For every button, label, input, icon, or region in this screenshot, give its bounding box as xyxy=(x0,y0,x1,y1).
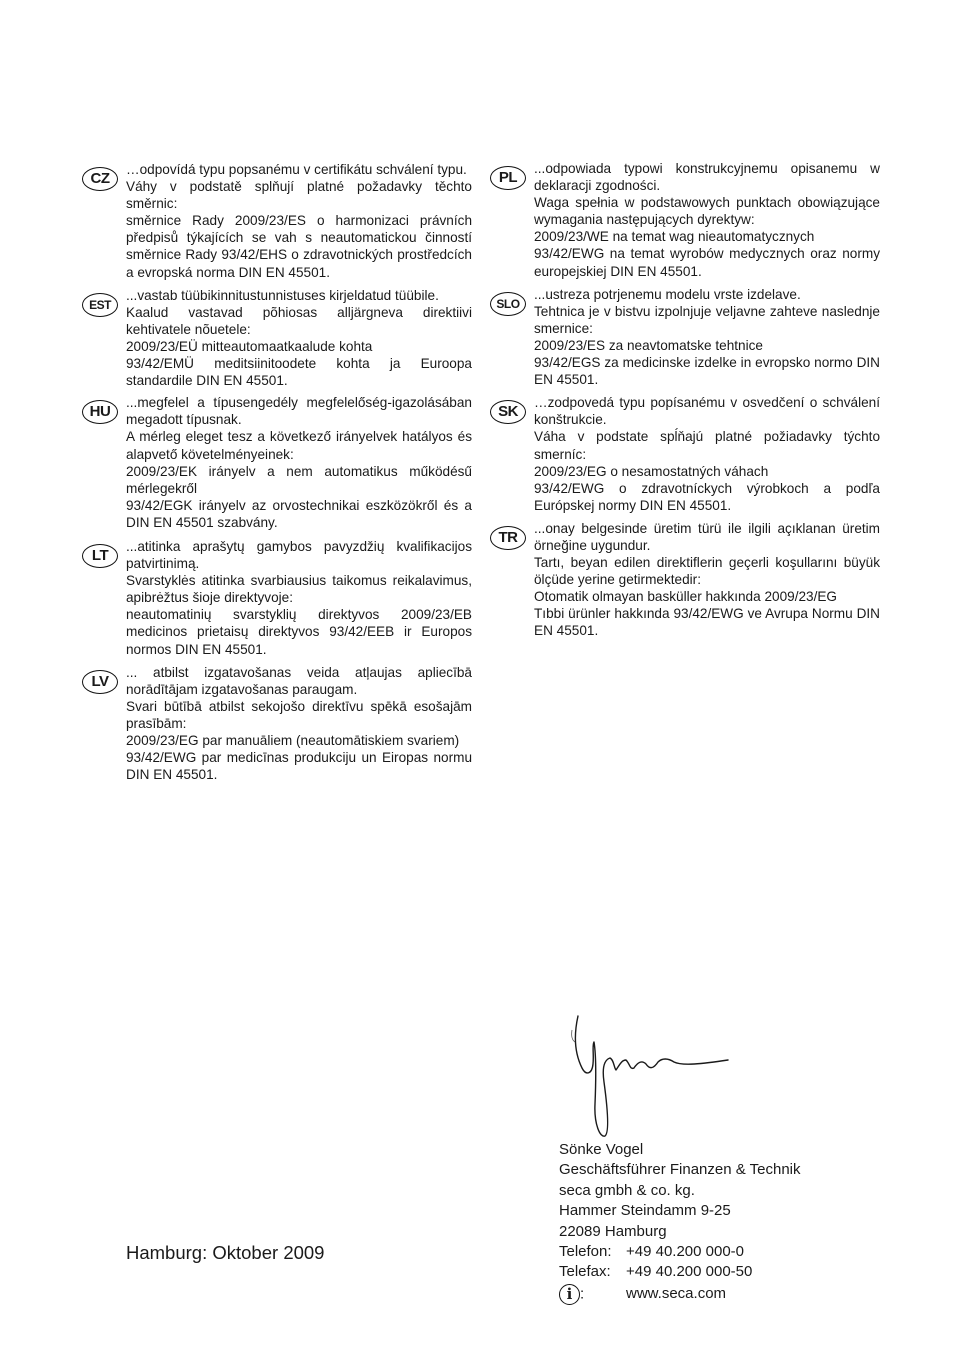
declaration-text xyxy=(534,394,880,514)
declaration-paragraph: Kaalud vastavad põhiosas alljärgneva direktiivi kehtivatele nõuetele: xyxy=(126,304,472,337)
declaration-paragraph: ...onay belgesinde üretim türü ile ilgili açıklanan üretim örneğine uygundur. xyxy=(534,520,880,553)
declaration-paragraph: 93/42/EGS za medicinske izdelke in evropsko normo DIN EN 45501. xyxy=(534,355,880,388)
fax-number: +49 40.200 000-50 xyxy=(626,1263,753,1281)
declaration-text xyxy=(126,161,472,281)
declaration-tr xyxy=(490,520,880,640)
declaration-text xyxy=(126,287,472,390)
declaration-paragraph: ...odpowiada typowi konstrukcyjnemu opisanemu w deklaracji zgodności. xyxy=(534,161,880,194)
declaration-hu xyxy=(82,394,472,531)
language-code-cz: CZ xyxy=(82,167,118,191)
declaration-paragraph: 2009/23/EK irányelv a nem automatikus működésű mérlegekről xyxy=(126,463,472,496)
declaration-paragraph: ...atitinka aprašytų gamybos pavyzdžių kvalifikacijos patvirtinimą. xyxy=(126,538,472,572)
fax-row xyxy=(559,1262,801,1282)
declaration-paragraph: 93/42/EWG na temat wyrobów medycznych oraz normy europejskiej DIN EN 45501. xyxy=(534,246,880,279)
declaration-sk xyxy=(490,394,880,514)
declaration-paragraph: A mérleg eleget tesz a következő irányelvek hatályos és alapvető követelményeinek: xyxy=(126,429,472,462)
declaration-paragraph: ...ustreza potrjenemu modelu vrste izdelave. xyxy=(534,286,801,302)
declaration-paragraph: 2009/23/WE na temat wag nieautomatycznych xyxy=(534,229,815,245)
declaration-paragraph: Tıbbi ürünler hakkında 93/42/EWG ve Avrupa Normu DIN EN 45501. xyxy=(534,606,880,639)
phone-row xyxy=(559,1242,801,1262)
language-code-sk: SK xyxy=(490,400,526,424)
declaration-paragraph: Váha v podstate spĺňajú platné požiadavky týchto smerníc: xyxy=(534,429,880,462)
phone-number: +49 40.200 000-0 xyxy=(626,1243,745,1261)
signatory-position: Geschäftsführer Finanzen & Technik xyxy=(559,1161,801,1179)
declaration-paragraph: 93/42/EMÜ meditsiinitoodete kohta ja Euroopa standardile DIN EN 45501. xyxy=(126,356,472,389)
declaration-paragraph: 93/42/EWG o zdravotníckych výrobkoch a podľa Európskej normy DIN EN 45501. xyxy=(534,480,880,513)
company-name: seca gmbh & co. kg. xyxy=(559,1181,695,1199)
declaration-paragraph: 93/42/EGK irányelv az orvostechnikai eszközökről és a DIN EN 45501 szabvány. xyxy=(126,497,472,530)
declaration-text xyxy=(534,286,880,389)
declaration-paragraph: ...megfelel a típusengedély megfelelőség-igazolásában megadott típusnak. xyxy=(126,395,472,428)
declaration-paragraph: ... atbilst izgatavošanas veida atļaujas apliecībā norādītājam izgatavošanas paraugam. xyxy=(126,664,472,697)
declaration-paragraph: ...vastab tüübikinnitustunnistuses kirjeldatud tüübile. xyxy=(126,287,439,303)
declaration-text xyxy=(126,538,472,658)
right-column xyxy=(490,160,880,640)
declaration-text xyxy=(534,160,880,280)
city-address: 22089 Hamburg xyxy=(559,1222,667,1240)
declaration-paragraph: …odpovídá typu popsanému v certifikátu schválení typu. xyxy=(126,162,467,177)
street-address: Hammer Steindamm 9-25 xyxy=(559,1202,731,1220)
declaration-paragraph: 2009/23/EÜ mitteautomaatkaalude kohta xyxy=(126,338,373,354)
declaration-text xyxy=(126,664,472,784)
language-code-pl: PL xyxy=(490,166,526,190)
declaration-paragraph: Váhy v podstatě splňují platné požadavky těchto směrnic: xyxy=(126,179,472,212)
declaration-lv xyxy=(82,664,472,784)
language-code-est: EST xyxy=(82,293,118,317)
declaration-lt xyxy=(82,538,472,658)
declaration-paragraph: 2009/23/EG par manuāliem (neautomātiskiem svariem) xyxy=(126,733,460,748)
declaration-paragraph: Tartı, beyan edilen direktiflerin geçerli koşullarını büyük ölçüde yerine getirmektedir: xyxy=(534,555,880,588)
declaration-paragraph: směrnice Rady 2009/23/ES o harmonizaci právních předpisů týkajících se vah s neautomatickou činností směrnice Rady 93/42/EHS o zdravotnických prostředcích a evropská norma DIN EN 45501. xyxy=(126,213,472,280)
language-code-tr: TR xyxy=(490,526,526,550)
declaration-slo xyxy=(490,286,880,389)
place-date: Hamburg: Oktober 2009 xyxy=(126,1242,325,1263)
declaration-paragraph: 2009/23/EG o nesamostatných váhach xyxy=(534,463,769,479)
signatory-name: Sönke Vogel xyxy=(559,1141,644,1158)
language-code-lt: LT xyxy=(82,544,118,568)
declaration-text xyxy=(126,394,472,531)
fax-label: Telefax: xyxy=(559,1263,611,1281)
website: www.seca.com xyxy=(626,1284,727,1302)
declaration-est xyxy=(82,287,472,390)
declaration-paragraph: …zodpovedá typu popísanému v osvedčení o schválení konštrukcie. xyxy=(534,395,880,428)
language-code-slo: SLO xyxy=(490,292,526,316)
declaration-paragraph: Otomatik olmayan basküller hakkında 2009/23/EG xyxy=(534,589,838,605)
declaration-paragraph: Svari būtībā atbilst sekojošo direktīvu spēkā esošajām prasībām: xyxy=(126,698,472,731)
declaration-text xyxy=(534,520,880,640)
declaration-paragraph: Waga spełnia w podstawowych punktach obowiązujące wymagania następujących dyrektyw: xyxy=(534,195,880,228)
declaration-paragraph: neautomatinių svarstyklių direktyvos 2009/23/EB medicinos prietaisų direktyvos 93/42/EEB ir Europos normos DIN EN 45501. xyxy=(126,607,472,657)
phone-label: Telefon: xyxy=(559,1243,612,1261)
language-code-lv: LV xyxy=(82,670,118,694)
info-icon: i xyxy=(559,1284,580,1305)
declaration-paragraph: Tehtnica je v bistvu izpolnjuje veljavne zahteve naslednje smernice: xyxy=(534,303,880,336)
contact-block xyxy=(559,1140,801,1305)
declaration-cz xyxy=(82,161,472,281)
web-separator: : xyxy=(580,1285,585,1303)
declaration-paragraph: Svarstyklės atitinka svarbiausius taikomus reikalavimus, apibrėžtus šioje direktyvoje: xyxy=(126,573,472,606)
left-column xyxy=(82,160,472,783)
declaration-paragraph: 2009/23/ES za neavtomatske tehtnice xyxy=(534,337,763,353)
web-row xyxy=(559,1284,801,1305)
signature xyxy=(560,1008,740,1143)
declaration-paragraph: 93/42/EWG par medicīnas produkciju un Eiropas normu DIN EN 45501. xyxy=(126,750,472,783)
declaration-pl xyxy=(490,160,880,280)
language-code-hu: HU xyxy=(82,400,118,424)
